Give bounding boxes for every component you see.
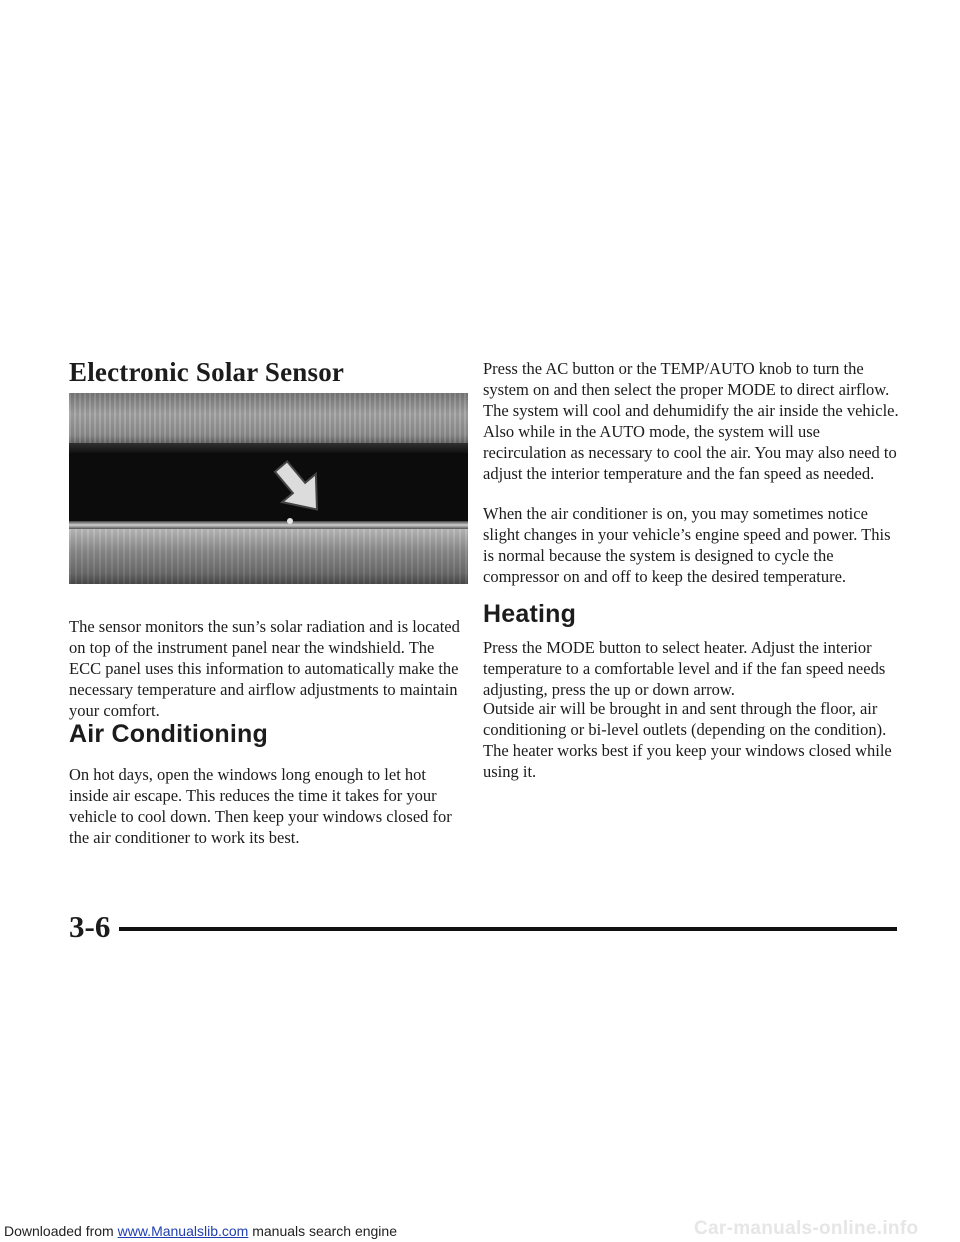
manualslib-link[interactable]: www.Manualslib.com — [117, 1223, 249, 1239]
banner-prefix: Downloaded from — [4, 1223, 118, 1239]
solar-sensor-description: The sensor monitors the sun’s solar radiation and is located on top of the instrument panel near the windshield. The ECC panel uses this information to automatically make the necessary temperature and airflow adjustments to maintain your comfort. — [69, 617, 460, 720]
watermark-text: Car-manuals-online.info — [694, 1218, 919, 1239]
bottom-margin — [0, 1012, 960, 1242]
windshield-area — [69, 393, 468, 453]
section-title-air-conditioning: Air Conditioning — [69, 720, 268, 748]
solar-sensor-marker — [287, 518, 293, 524]
air-conditioning-operation: Press the AC button or the TEMP/AUTO knob to turn the system on and then select the proper MODE to direct airflow. The system will cool and dehumidify the air inside the vehicle. Also while in the AUTO mode, the system will use recirculation as necessary to cool the air. You may also need to adjust the interior temperature and the fan speed as needed. — [483, 359, 899, 483]
air-conditioning-intro: On hot days, open the windows long enough to let hot inside air escape. This reduces the time it takes for your vehicle to cool down. Then keep your windows closed for the air conditioner to work its best. — [69, 765, 452, 847]
section-title-heating: Heating — [483, 600, 577, 628]
pointer-arrow-icon — [264, 458, 334, 518]
download-banner — [4, 1223, 397, 1239]
instrument-panel-area — [69, 529, 468, 584]
dashboard-trim — [69, 521, 468, 529]
heating-instructions: Press the MODE button to select heater. Adjust the interior temperature to a comfortable level and if the fan speed needs adjusting, press the up or down arrow. — [483, 638, 886, 699]
page-number: 3-6 — [69, 909, 111, 944]
banner-suffix: manuals search engine — [248, 1223, 397, 1239]
air-conditioning-note: When the air conditioner is on, you may sometimes notice slight changes in your vehicle’s engine speed and power. This is normal because the system is designed to cycle the compressor on and off to keep the desired temperature. — [483, 504, 891, 586]
footer-rule — [119, 927, 897, 931]
solar-sensor-photo — [69, 393, 468, 584]
heating-outside-air: Outside air will be brought in and sent through the floor, air conditioning or bi-level outlets (depending on the condition). The heater works best if you keep your windows closed while using it. — [483, 699, 892, 781]
section-title-solar-sensor: Electronic Solar Sensor — [69, 357, 345, 387]
